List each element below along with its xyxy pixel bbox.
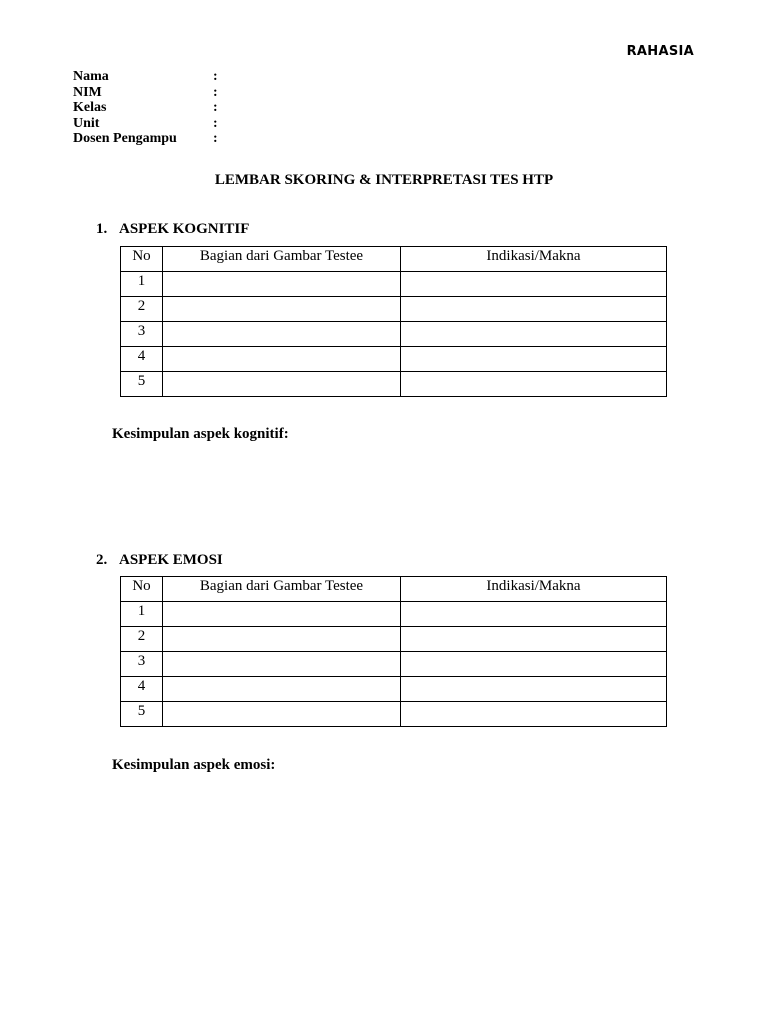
conclusion-label-kognitif: Kesimpulan aspek kognitif: [112,426,289,442]
identity-label: Nama [73,69,109,84]
row-number: 5 [121,702,163,727]
indikasi-cell[interactable] [401,297,667,322]
row-number: 2 [121,297,163,322]
bagian-cell[interactable] [163,272,401,297]
section-heading-emosi [96,552,223,569]
row-number: 3 [121,652,163,677]
section-heading-kognitif [96,221,249,238]
table-row [121,272,667,297]
table-row [121,702,667,727]
bagian-cell[interactable] [163,297,401,322]
identity-colon: : [213,84,218,100]
indikasi-cell[interactable] [401,652,667,677]
column-header-no: No [121,577,163,602]
table-header-row [121,577,667,602]
identity-label: Dosen Pengampu [73,131,177,146]
bagian-cell[interactable] [163,322,401,347]
indikasi-cell[interactable] [401,272,667,297]
bagian-cell[interactable] [163,652,401,677]
column-header-indikasi: Indikasi/Makna [401,577,667,602]
table-row [121,372,667,397]
bagian-cell[interactable] [163,702,401,727]
identity-block [73,69,223,147]
column-header-bagian: Bagian dari Gambar Testee [163,247,401,272]
row-number: 1 [121,602,163,627]
identity-label: NIM [73,84,102,100]
column-header-bagian: Bagian dari Gambar Testee [163,577,401,602]
column-header-indikasi: Indikasi/Makna [401,247,667,272]
row-number: 5 [121,372,163,397]
identity-label: Kelas [73,100,107,115]
identity-colon: : [213,69,218,84]
classification-label: RAHASIA [626,44,694,59]
indikasi-cell[interactable] [401,627,667,652]
section-title: ASPEK EMOSI [119,552,223,568]
bagian-cell[interactable] [163,372,401,397]
indikasi-cell[interactable] [401,347,667,372]
identity-colon: : [213,115,218,131]
section-title: ASPEK KOGNITIF [119,221,250,237]
section-number: 2. [96,552,108,568]
table-row [121,627,667,652]
table-kognitif [120,246,667,397]
identity-row-unit [73,116,223,132]
bagian-cell[interactable] [163,347,401,372]
conclusion-label-emosi: Kesimpulan aspek emosi: [112,757,276,773]
table-row [121,297,667,322]
table-row [121,602,667,627]
identity-row-dosen [73,131,223,147]
identity-row-nim [73,85,223,101]
indikasi-cell[interactable] [401,677,667,702]
identity-row-kelas [73,100,223,116]
section-number: 1. [96,221,108,237]
indikasi-cell[interactable] [401,372,667,397]
row-number: 1 [121,272,163,297]
row-number: 4 [121,347,163,372]
identity-row-nama [73,69,223,85]
indikasi-cell[interactable] [401,602,667,627]
table-row [121,322,667,347]
bagian-cell[interactable] [163,677,401,702]
table-emosi [120,576,667,727]
column-header-no: No [121,247,163,272]
table-header-row [121,247,667,272]
table-row [121,677,667,702]
row-number: 4 [121,677,163,702]
row-number: 2 [121,627,163,652]
identity-colon: : [213,131,218,146]
identity-colon: : [213,100,218,115]
table-row [121,652,667,677]
row-number: 3 [121,322,163,347]
indikasi-cell[interactable] [401,322,667,347]
table-row [121,347,667,372]
bagian-cell[interactable] [163,602,401,627]
identity-label: Unit [73,115,100,131]
indikasi-cell[interactable] [401,702,667,727]
bagian-cell[interactable] [163,627,401,652]
document-title: LEMBAR SKORING & INTERPRETASI TES HTP [214,172,554,188]
